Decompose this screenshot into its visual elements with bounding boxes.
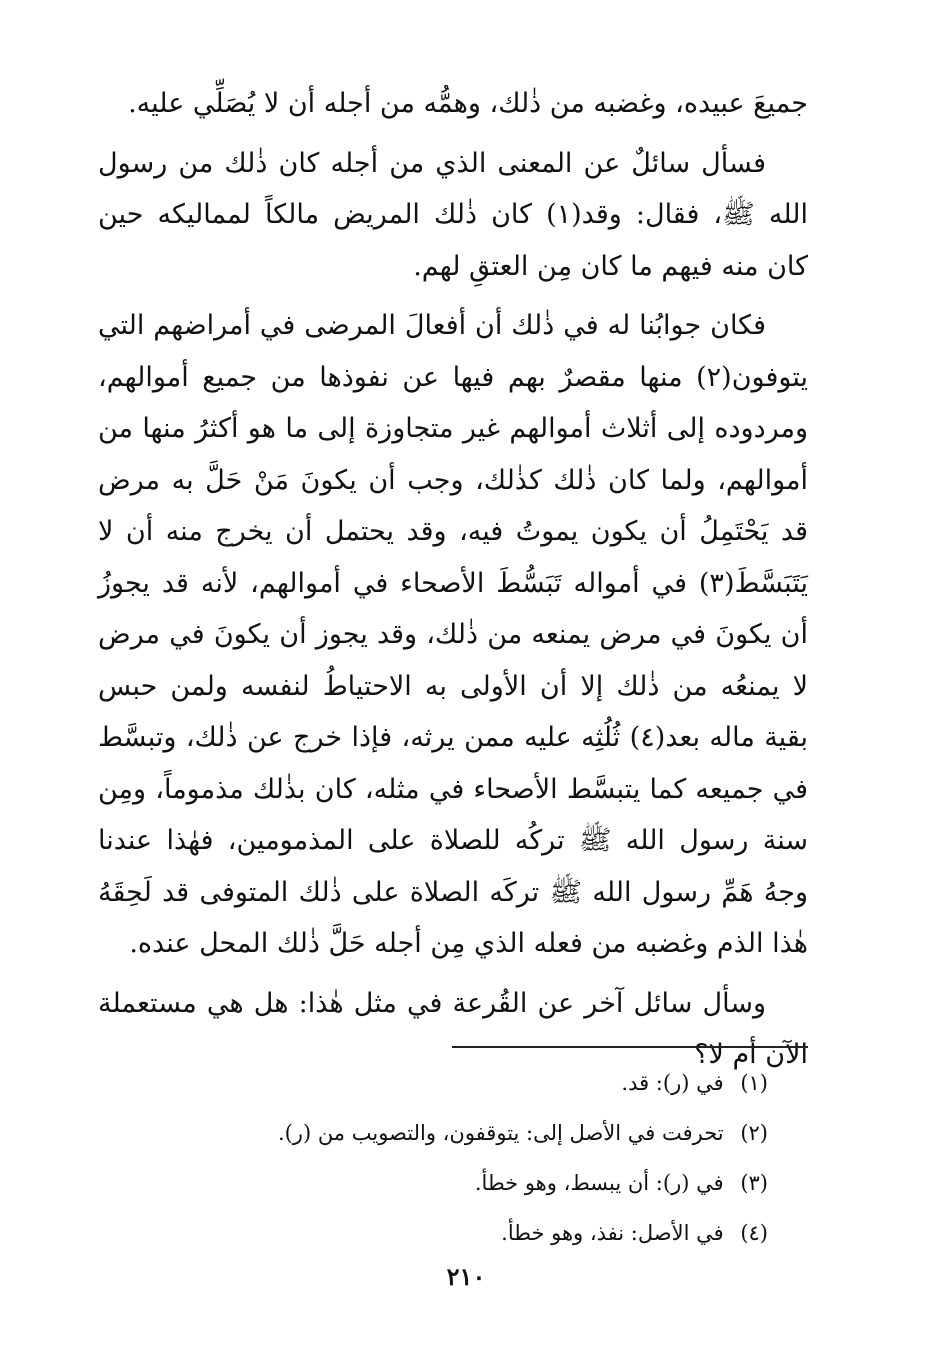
footnote-text: تحرفت في الأصل إلى: يتوقفون، والتصويب من (ر). — [277, 1121, 724, 1145]
footnote-number: (١) — [740, 1071, 768, 1095]
page-number: ٢١٠ — [446, 1262, 486, 1291]
footnote-item — [200, 1208, 768, 1258]
main-text — [98, 78, 808, 1089]
paragraph-answer: فكان جوابُنا له في ذٰلك أن أفعالَ المرضى في أمراضهم التي يتوفون(٢) منها مقصرٌ بهم فيها عن نفوذها من جميع أموالهم، ومردوده إلى أثلاث أموالهم غير متجاوزة إلى ما هو أكثرُ منها من أموالهم، ولما كان ذٰلك كذٰلك، وجب أن يكونَ مَنْ حَلَّ به مرض قد يَحْتَمِلُ أن يكون يموتُ فيه، وقد يحتمل أن يخرج منه أن لا يَتَبَسَّطَ(٣) في أمواله تَبَسُّطَ الأصحاء في أموالهم، لأنه قد يجوزُ أن يكونَ في مرض يمنعه من ذٰلك، وقد يجوز أن يكونَ في مرض لا يمنعُه من ذٰلك إلا أن الأولى به الاحتياطُ لنفسه ولمن حبس بقية ماله بعد(٤) ثُلُثِه عليه ممن يرثه، فإذا خرج عن ذٰلك، وتبسَّط في جميعه كما يتبسَّط الأصحاء في مثله، كان بذٰلك مذموماً، ومِن سنة رسول الله ﷺ تركُه للصلاة على المذمومين، فهٰذا عندنا وجهُ هَمِّ رسول الله ﷺ تركَه الصلاة على ذٰلك المتوفى قد لَحِقَهُ هٰذا الذم وغضبه من فعله الذي مِن أجله حَلَّ ذٰلك المحل عنده. — [98, 310, 808, 959]
paragraph-continuation: جميعَ عبيده، وغضبه من ذٰلك، وهمُّه من أجله أن لا يُصَلِّي عليه. — [128, 88, 808, 119]
footnote-number: (٣) — [740, 1171, 768, 1195]
footnote-number: (٢) — [740, 1121, 768, 1145]
footnote-item — [200, 1108, 768, 1158]
footnote-text: في (ر): أن يبسط، وهو خطأ. — [474, 1171, 724, 1195]
footnote-item — [200, 1058, 768, 1108]
footnote-separator — [452, 1046, 808, 1048]
paragraph-question-2: وسأل سائل آخر عن القُرعة في مثل هٰذا: هل هي مستعملة الآن أم لا؟ — [98, 987, 808, 1070]
footnote-text: في الأصل: نفذ، وهو خطأ. — [501, 1221, 724, 1245]
footnote-text: في (ر): قد. — [621, 1071, 724, 1095]
footnote-item — [200, 1158, 768, 1208]
footnotes — [200, 1058, 768, 1258]
paragraph-question-1: فسأل سائلٌ عن المعنى الذي من أجله كان ذٰلك من رسول الله ﷺ، فقال: وقد(١) كان ذٰلك المريض مالكاً لمماليكه حين كان منه فيهم ما كان مِن العتقِ لهم. — [98, 147, 808, 282]
footnote-number: (٤) — [740, 1221, 768, 1245]
